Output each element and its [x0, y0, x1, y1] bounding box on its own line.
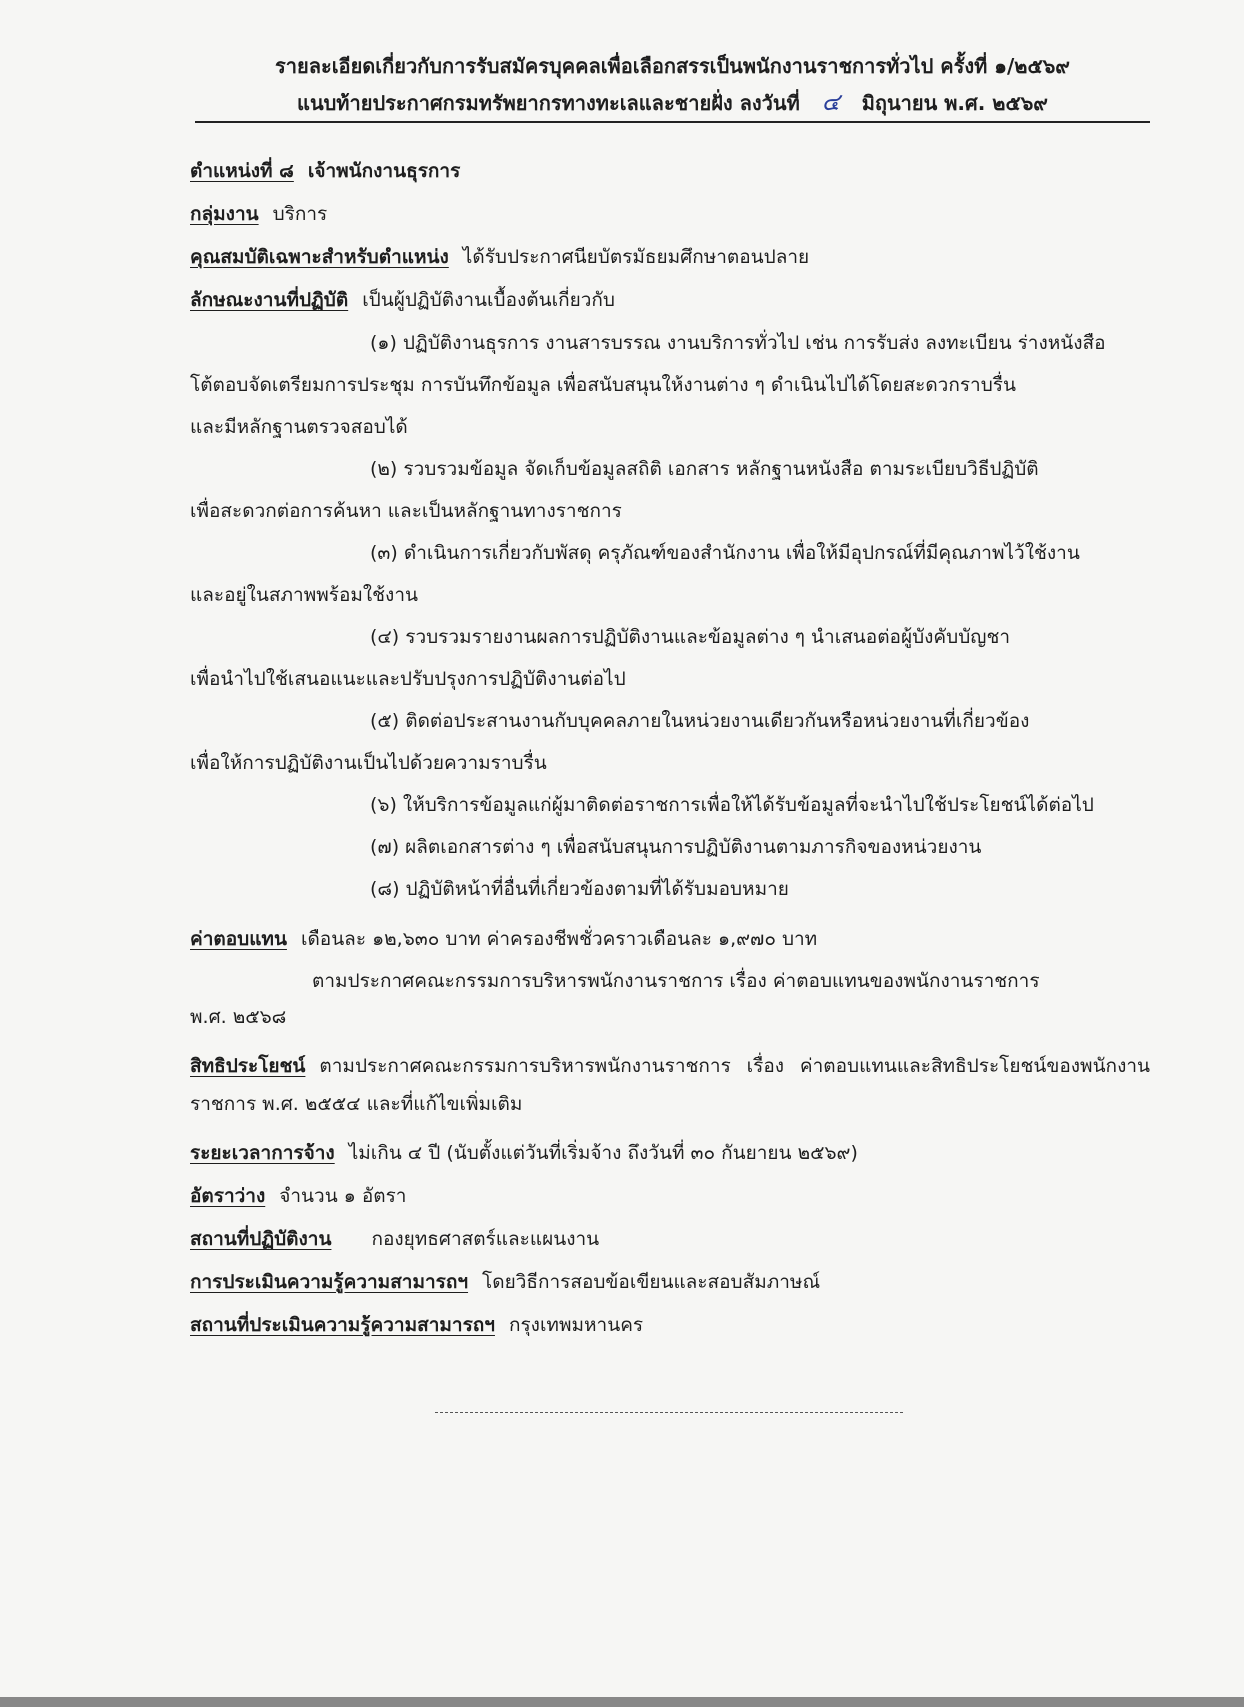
- assessment-value: โดยวิธีการสอบข้อเขียนและสอบสัมภาษณ์: [482, 1271, 821, 1293]
- vacancy-value: จำนวน ๑ อัตรา: [279, 1185, 407, 1207]
- duty-item: [190, 784, 1150, 826]
- benefits-section: [190, 1047, 1150, 1123]
- document-body: [190, 158, 1150, 1355]
- vacancy-section: [190, 1183, 1150, 1209]
- duty-text: (๑) ปฏิบัติงานธุรการ งานสารบรรณ งานบริการทั่วไป เช่น การรับส่ง ลงทะเบียน ร่างหนังสือ: [370, 332, 1106, 354]
- duty-continuation: เพื่อนำไปใช้เสนอแนะและปรับปรุงการปฏิบัติงานต่อไป: [190, 668, 626, 690]
- wage-reference: ตามประกาศคณะกรรมการบริหารพนักงานราชการ เรื่อง ค่าตอบแทนของพนักงานราชการ: [312, 970, 1040, 992]
- header-line-1: รายละเอียดเกี่ยวกับการรับสมัครบุคคลเพื่อเลือกสรรเป็นพนักงานราชการทั่วไป ครั้งที่ ๑/๒๕๖๙: [275, 54, 1070, 78]
- duty-continuation: เพื่อให้การปฏิบัติงานเป็นไปด้วยความราบรื่น: [190, 752, 547, 774]
- duty-continuation: เพื่อสะดวกต่อการค้นหา และเป็นหลักฐานทางราชการ: [190, 500, 622, 522]
- duties-label: ลักษณะงานที่ปฏิบัติ: [190, 289, 349, 311]
- assessment-place-value: กรุงเทพมหานคร: [508, 1314, 644, 1336]
- period-value: ไม่เกิน ๔ ปี (นับตั้งแต่วันที่เริ่มจ้าง ถึงวันที่ ๓๐ กันยายน ๒๕๖๙): [348, 1142, 858, 1164]
- duty-text: (๒) รวบรวมข้อมูล จัดเก็บข้อมูลสถิติ เอกสาร หลักฐานหนังสือ ตามระเบียบวิธีปฏิบัติ: [370, 458, 1039, 480]
- group-label: กลุ่มงาน: [190, 203, 259, 225]
- assessment-label: การประเมินความรู้ความสามารถฯ: [190, 1271, 469, 1293]
- assessment-section: [190, 1269, 1150, 1295]
- wage-label: ค่าตอบแทน: [190, 928, 287, 950]
- duty-item: [190, 532, 1150, 616]
- duty-text: (๔) รวบรวมรายงานผลการปฏิบัติงานและข้อมูลต่าง ๆ นำเสนอต่อผู้บังคับบัญชา: [370, 626, 1011, 648]
- duty-continuation: และมีหลักฐานตรวจสอบได้: [190, 416, 408, 438]
- duty-text: (๘) ปฏิบัติหน้าที่อื่นที่เกี่ยวข้องตามที่ได้รับมอบหมาย: [370, 878, 789, 900]
- workplace-value: กองยุทธศาสตร์และแผนงาน: [371, 1228, 600, 1250]
- header-line-2-start: แนบท้ายประกาศกรมทรัพยากรทางทะเลและชายฝั่ง ลงวันที่: [297, 91, 800, 115]
- qualification-value: ได้รับประกาศนียบัตรมัธยมศึกษาตอนปลาย: [462, 246, 810, 268]
- duties-list: [190, 322, 1150, 910]
- position-value: เจ้าพนักงานธุรการ: [307, 160, 461, 182]
- period-section: [190, 1140, 1150, 1166]
- duty-text: (๓) ดำเนินการเกี่ยวกับพัสดุ ครุภัณฑ์ของสำนักงาน เพื่อให้มีอุปกรณ์ที่มีคุณภาพไว้ใช้งาน: [370, 542, 1080, 564]
- wage-value: เดือนละ ๑๒,๖๓๐ บาท ค่าครองชีพชั่วคราวเดือนละ ๑,๙๗๐ บาท: [300, 928, 818, 950]
- duty-continuation: และอยู่ในสภาพพร้อมใช้งาน: [190, 584, 418, 606]
- header-rule: [195, 121, 1150, 123]
- document-header: [195, 48, 1150, 121]
- qualification-section: [190, 244, 1150, 270]
- qualification-label: คุณสมบัติเฉพาะสำหรับตำแหน่ง: [190, 246, 449, 268]
- duty-item: [190, 826, 1150, 868]
- duty-item: [190, 616, 1150, 700]
- handwritten-day: ๔: [821, 88, 840, 116]
- assessment-place-section: [190, 1312, 1150, 1338]
- duty-text: (๕) ติดต่อประสานงานกับบุคคลภายในหน่วยงานเดียวกันหรือหน่วยงานที่เกี่ยวข้อง: [370, 710, 1030, 732]
- workplace-section: [190, 1226, 1150, 1252]
- assessment-place-label: สถานที่ประเมินความรู้ความสามารถฯ: [190, 1314, 495, 1336]
- duty-continuation: โต้ตอบจัดเตรียมการประชุม การบันทึกข้อมูล เพื่อสนับสนุนให้งานต่าง ๆ ดำเนินไปได้โดยสะดวกราบรื่น: [190, 374, 1016, 396]
- duty-text: (๖) ให้บริการข้อมูลแก่ผู้มาติดต่อราชการเพื่อให้ได้รับข้อมูลที่จะนำไปใช้ประโยชน์ได้ต่อไป: [370, 794, 1094, 816]
- group-section: [190, 201, 1150, 227]
- duty-item: [190, 700, 1150, 784]
- benefits-value: ตามประกาศคณะกรรมการบริหารพนักงานราชการ เรื่อง ค่าตอบแทนและสิทธิประโยชน์ของพนักงานราชการ พ.ศ. ๒๕๕๔ และที่แก้ไขเพิ่มเติม: [190, 1055, 1150, 1115]
- period-label: ระยะเวลาการจ้าง: [190, 1142, 335, 1164]
- header-line-2: [195, 84, 1150, 121]
- wage-reference-year: พ.ศ. ๒๕๖๘: [190, 1006, 287, 1028]
- header-line-2-end: มิถุนายน พ.ศ. ๒๕๖๙: [861, 91, 1048, 115]
- duty-item: [190, 448, 1150, 532]
- vacancy-label: อัตราว่าง: [190, 1185, 266, 1207]
- position-label: ตำแหน่งที่ ๘: [190, 160, 294, 182]
- position-section: [190, 158, 1150, 184]
- duty-text: (๗) ผลิตเอกสารต่าง ๆ เพื่อสนับสนุนการปฏิบัติงานตามภารกิจของหน่วยงาน: [370, 836, 982, 858]
- duty-item: [190, 868, 1150, 910]
- end-divider: [435, 1412, 903, 1413]
- scan-bottom-edge: [0, 1697, 1244, 1707]
- workplace-label: สถานที่ปฏิบัติงาน: [190, 1228, 332, 1250]
- benefits-label: สิทธิประโยชน์: [190, 1055, 306, 1077]
- duties-header-section: [190, 287, 1150, 313]
- wage-section: [190, 926, 1150, 1030]
- duties-intro: เป็นผู้ปฏิบัติงานเบื้องต้นเกี่ยวกับ: [362, 289, 615, 311]
- duty-item: [190, 322, 1150, 448]
- group-value: บริการ: [272, 203, 328, 225]
